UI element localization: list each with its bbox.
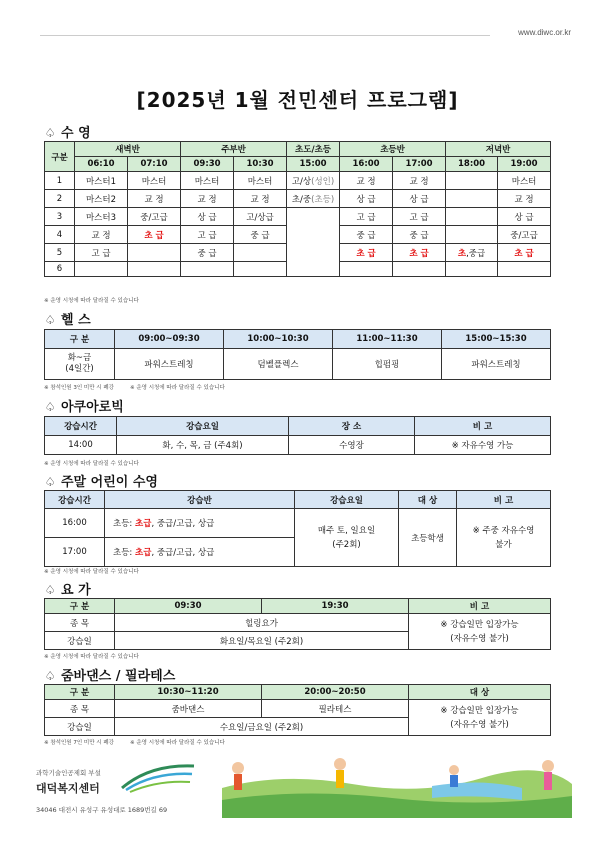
center-address: 34046 대전시 유성구 유성대로 1689번길 69: [36, 806, 168, 814]
zumba-remark: [409, 700, 551, 736]
center-logo: [36, 768, 101, 796]
website-url[interactable]: www.diwc.or.kr: [518, 28, 571, 37]
zumba-note-min: ※ 참석인원 7인 미만 시 폐강: [44, 740, 114, 746]
swim-cell: 고 급: [75, 244, 128, 262]
zumba-remark-text-2: (자유수영 불가): [450, 719, 509, 730]
weekend-head: 강습시간: [45, 491, 105, 509]
swim-cell: 고 급: [181, 226, 234, 244]
zumba-row-label: 강습일: [45, 718, 115, 736]
health-days: 화~금: [67, 353, 92, 363]
section-aqua-heading: [44, 396, 124, 415]
swim-cell: 상 급: [393, 190, 446, 208]
table-row: [45, 349, 551, 380]
weekend-head: 대 상: [399, 491, 457, 509]
weekend-class: [105, 509, 295, 538]
weekend-head: 비 고: [457, 491, 551, 509]
weekend-time: 16:00: [45, 509, 105, 538]
logo-org: 과학기술인공제회 부설: [36, 769, 101, 777]
swim-cell: 교 정: [75, 226, 128, 244]
row-number: 3: [45, 208, 75, 226]
swim-cell: 상 급: [181, 208, 234, 226]
health-head: 09:00~09:30: [115, 330, 224, 349]
swim-cell-level: 고/상: [291, 176, 312, 187]
row-number: 5: [45, 244, 75, 262]
section-weekend-heading: [44, 471, 158, 490]
page-title: [2025년 1월 전민센터 프로그램]: [136, 88, 459, 112]
table-row: [45, 436, 551, 455]
section-swim-heading: [44, 122, 91, 141]
logo-name: 대덕복지센터: [36, 782, 100, 795]
swim-cell-rest: ,중급: [466, 248, 486, 259]
health-cell: 파워스트레칭: [442, 349, 551, 380]
aqua-head: 강습요일: [117, 417, 289, 436]
table-row: [45, 190, 551, 208]
swim-group-housewife: 주부반: [181, 142, 287, 157]
swim-cell: 교 정: [393, 172, 446, 190]
weekend-remark-text-2: 불가: [495, 539, 512, 550]
swim-cell: 마스터: [234, 172, 287, 190]
weekend-class-rest: , 중급/고급, 상급: [151, 548, 215, 558]
swim-cell-level: 초/중: [291, 194, 312, 205]
swim-cell: 중 급: [340, 226, 393, 244]
health-note-change: ※ 운영 시청에 따라 달라질 수 있습니다: [129, 385, 225, 391]
swim-cell: [287, 172, 340, 190]
zumba-head: 20:00~20:50: [262, 685, 409, 700]
spade-bullet-icon: ♤: [44, 400, 56, 414]
swim-cell: 고/상급: [234, 208, 287, 226]
swim-cell: 교 정: [234, 190, 287, 208]
swim-cell: 마스터: [498, 172, 551, 190]
aqua-cell: 14:00: [45, 436, 117, 455]
weekend-table: [44, 490, 551, 567]
swim-cell: [446, 226, 498, 244]
section-aqua-title: 아쿠아로빅: [61, 400, 124, 415]
swim-cell: 상 급: [340, 190, 393, 208]
spade-bullet-icon: ♤: [44, 583, 56, 597]
aqua-note: ※ 운영 시청에 따라 달라질 수 있습니다: [44, 461, 139, 467]
weekend-head: 강습반: [105, 491, 295, 509]
zumba-notes: [44, 738, 241, 746]
table-row: [45, 509, 551, 538]
weekend-class-rest: , 중급/고급, 상급: [151, 519, 215, 529]
swim-col-label: 구분: [45, 142, 75, 172]
spade-bullet-icon: ♤: [44, 313, 56, 327]
yoga-head: 구 분: [45, 599, 115, 614]
zumba-note-change: ※ 운영 시청에 따라 달라질 수 있습니다: [129, 740, 225, 746]
swim-cell-red: 초: [457, 248, 467, 259]
swim-cell: 초 급: [340, 244, 393, 262]
weekend-remark: [457, 509, 551, 567]
swim-time: 10:30: [234, 157, 287, 172]
zumba-row-label: 종 목: [45, 700, 115, 718]
swim-cell-empty: [287, 208, 340, 277]
swim-time: 17:00: [393, 157, 446, 172]
swim-time: 16:00: [340, 157, 393, 172]
row-number: 2: [45, 190, 75, 208]
spade-bullet-icon: ♤: [44, 669, 56, 683]
yoga-program: 힐링요가: [115, 614, 409, 632]
swim-group-elementary: 초등반: [340, 142, 446, 157]
table-row: [45, 208, 551, 226]
swim-time: 09:30: [181, 157, 234, 172]
zumba-head: 10:30~11:20: [115, 685, 262, 700]
swim-cell: 중 급: [181, 244, 234, 262]
swim-cell: 중 급: [393, 226, 446, 244]
row-number: 1: [45, 172, 75, 190]
yoga-head: 09:30: [115, 599, 262, 614]
swim-cell: 마스터1: [75, 172, 128, 190]
table-row: [45, 614, 551, 632]
yoga-head: 19:30: [262, 599, 409, 614]
swim-note: ※ 운영 시청에 따라 달라질 수 있습니다: [44, 298, 139, 304]
section-weekend-title: 주말 어린이 수영: [61, 475, 158, 490]
section-zumba-title: 줌바댄스 / 필라테스: [61, 669, 176, 684]
yoga-remark: [409, 614, 551, 650]
yoga-remark-text: ※ 강습일만 입장가능: [440, 619, 519, 630]
sports-illustration: [222, 748, 572, 818]
zumba-program: 필라테스: [262, 700, 409, 718]
weekend-note: ※ 운영 시청에 따라 달라질 수 있습니다: [44, 569, 139, 575]
swim-cell: 초 급: [498, 244, 551, 262]
health-head: 15:00~15:30: [442, 330, 551, 349]
swim-cell: 마스터2: [75, 190, 128, 208]
swim-cell: 중/고급: [128, 208, 181, 226]
swim-time: 19:00: [498, 157, 551, 172]
yoga-days: 화요일/목요일 (주2회): [115, 632, 409, 650]
health-row-label: [45, 349, 115, 380]
swim-cell: 중/고급: [498, 226, 551, 244]
swim-cell: 초 급: [393, 244, 446, 262]
swim-cell: 교 정: [128, 190, 181, 208]
swim-table: [44, 141, 551, 277]
yoga-row-label: 강습일: [45, 632, 115, 650]
aqua-head: 비 고: [415, 417, 551, 436]
swim-cell-sub: (초등): [311, 194, 335, 205]
aqua-table: [44, 416, 551, 455]
section-health-heading: [44, 309, 91, 328]
zumba-remark-text: ※ 강습일만 입장가능: [440, 705, 519, 716]
swim-cell: [446, 244, 498, 262]
swim-cell: 상 급: [498, 208, 551, 226]
swim-cell: 마스터: [128, 172, 181, 190]
yoga-head: 비 고: [409, 599, 551, 614]
yoga-row-label: 종 목: [45, 614, 115, 632]
swim-cell: [446, 172, 498, 190]
swim-time: 06:10: [75, 157, 128, 172]
section-health-title: 헬 스: [61, 313, 91, 328]
swim-cell: [446, 208, 498, 226]
yoga-note: ※ 운영 시청에 따라 달라질 수 있습니다: [44, 654, 139, 660]
logo-swoosh-icon: [120, 760, 198, 794]
swim-cell: 중 급: [234, 226, 287, 244]
row-number: 4: [45, 226, 75, 244]
aqua-head: 장 소: [289, 417, 415, 436]
swim-cell: [287, 190, 340, 208]
swim-time: 07:10: [128, 157, 181, 172]
health-days-count: (4일간): [65, 364, 94, 374]
weekend-time: 17:00: [45, 538, 105, 567]
spade-bullet-icon: ♤: [44, 126, 56, 140]
aqua-head: 강습시간: [45, 417, 117, 436]
swim-cell: 교 정: [181, 190, 234, 208]
zumba-head: 구 분: [45, 685, 115, 700]
swim-group-kids: 초도/초등: [287, 142, 340, 157]
zumba-table: [44, 684, 551, 736]
aqua-cell: 화, 수, 목, 금 (주4회): [117, 436, 289, 455]
section-yoga-heading: [44, 579, 91, 598]
swim-cell: 초 급: [128, 226, 181, 244]
section-swim-title: 수 영: [61, 126, 91, 141]
swim-cell: 마스터3: [75, 208, 128, 226]
health-note-min: ※ 참석인원 3인 미만 시 폐강: [44, 385, 114, 391]
swim-group-dawn: 새벽반: [75, 142, 181, 157]
swim-cell: [446, 190, 498, 208]
weekend-class-red: 초급: [135, 519, 152, 529]
yoga-table: [44, 598, 551, 650]
weekend-class-red: 초급: [135, 548, 152, 558]
aqua-cell: ※ 자유수영 가능: [415, 436, 551, 455]
zumba-head: 대 상: [409, 685, 551, 700]
header-rule: [40, 35, 490, 36]
weekend-class-prefix: 초등:: [113, 519, 135, 529]
weekend-days-text: 매주 토, 일요일: [317, 525, 376, 536]
swim-cell: 교 정: [340, 172, 393, 190]
spade-bullet-icon: ♤: [44, 475, 56, 489]
weekend-target: 초등학생: [399, 509, 457, 567]
health-head: 구 분: [45, 330, 115, 349]
swim-time: 18:00: [446, 157, 498, 172]
swim-cell: [234, 244, 287, 262]
swim-cell: [128, 244, 181, 262]
weekend-head: 강습요일: [295, 491, 399, 509]
table-row: [45, 172, 551, 190]
section-yoga-title: 요 가: [61, 583, 91, 598]
health-notes: [44, 383, 241, 391]
section-zumba-heading: [44, 665, 175, 684]
swim-cell: 교 정: [498, 190, 551, 208]
swim-cell-sub: (성인): [311, 176, 335, 187]
row-number: 6: [45, 262, 75, 277]
health-table: [44, 329, 551, 380]
swim-cell: 마스터: [181, 172, 234, 190]
swim-cell: 고 급: [393, 208, 446, 226]
zumba-program: 줌바댄스: [115, 700, 262, 718]
health-head: 10:00~10:30: [224, 330, 333, 349]
swim-group-evening: 저녁반: [446, 142, 551, 157]
weekend-class-prefix: 초등:: [113, 548, 135, 558]
table-row: [45, 700, 551, 718]
weekend-class: [105, 538, 295, 567]
swim-cell: 고 급: [340, 208, 393, 226]
swim-time: 15:00: [287, 157, 340, 172]
weekend-days-count: (주2회): [332, 539, 361, 550]
health-cell: 힙펌핑: [333, 349, 442, 380]
aqua-cell: 수영장: [289, 436, 415, 455]
health-cell: 파워스트레칭: [115, 349, 224, 380]
weekend-remark-text: ※ 주중 자유수영: [472, 525, 535, 536]
health-head: 11:00~11:30: [333, 330, 442, 349]
zumba-days: 수요일/금요일 (주2회): [115, 718, 409, 736]
yoga-remark-text-2: (자유수영 불가): [450, 633, 509, 644]
weekend-days: [295, 509, 399, 567]
health-cell: 덤벨플렉스: [224, 349, 333, 380]
